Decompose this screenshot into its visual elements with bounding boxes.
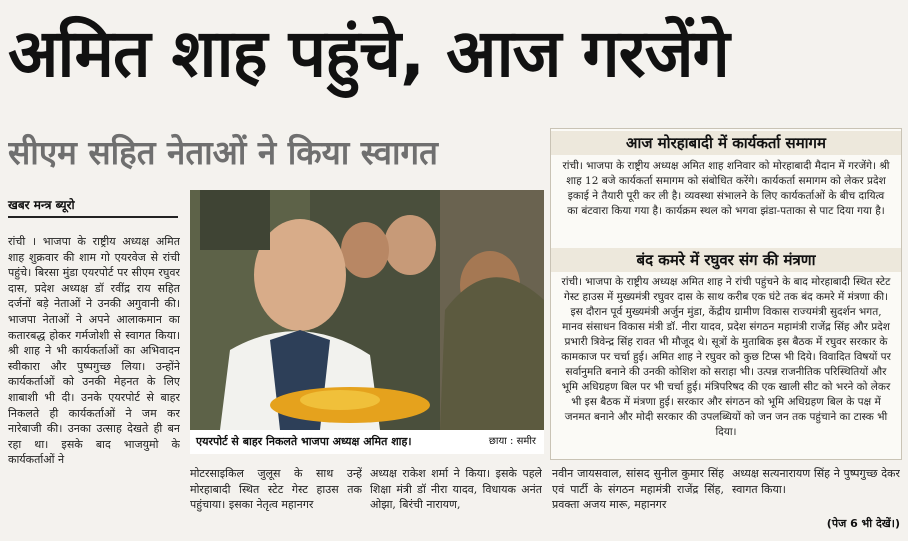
continuation-note: (पेज 6 भी देखें।) [826,517,900,530]
story-column-5: अध्यक्ष सत्यनारायण सिंह ने पुष्पगुच्छ देकर स्वागत किया। [732,467,900,496]
news-photo [190,190,544,430]
photo-credit: छाया : समीर [488,436,536,447]
headline: अमित शाह पहुंचे, आज गरजेंगे [8,15,729,92]
photo-illustration [190,190,544,430]
caption-text: एयरपोर्ट से बाहर निकलते भाजपा अध्यक्ष अमित शाह। [196,435,412,448]
sidebar-box2-title: बंद कमरे में रघुवर संग की मंत्रणा [551,248,901,272]
sidebar-box2-text: रांची। भाजपा के राष्ट्रीय अध्यक्ष अमित शाह ने रांची पहुंचने के बाद मोरहाबादी स्थित स्टेट गेस्ट हाउस में मुख्यमंत्री रघुवर दास के साथ करीब एक घंटे तक बंद कमरे में मंत्रणा की। इस दौरान पूर्व मुख्यमंत्री अर्जुन मुंडा, केंद्रीय ग्रामीण विकास राज्यमंत्री सुदर्शन भगत, मानव संसाधन विकास मंत्री डॉ. नीरा यादव, प्रदेश संगठन महामंत्री राजेंद्र सिंह और प्रदेश प्रभारी त्रिवेन्द्र सिंह रावत भी मौजूद थे। सूत्रों के मुताबिक इस बैठक में रघुवर सरकार के कामकाज पर चर्चा हुई। अमित शाह ने रघुवर को कुछ टिप्स भी दिये। विवादित विषयों पर सर्वानुमति बनाने की उनकी कोशिश को सराहा भी। उत्पन्न राजनीतिक परिस्थितियों और भूमि अधिग्रहण बिल पर भी चर्चा हुई। मंत्रिपरिषद की एक खाली सीट को भरने को लेकर भी इस बैठक में मंत्रणा हुई। सरकार और संगठन को भूमि अधिग्रहण बिल के पक्ष में जनमत बनाने और मोदी सरकार की उपलब्धियों को जन जन तक पहुंचाने का टास्क भी दिया। [561,276,891,438]
sidebar-box1-title: आज मोरहाबादी में कार्यकर्ता समागम [551,131,901,155]
byline-divider [8,216,178,218]
story-column-3: अध्यक्ष राकेश शर्मा ने किया। इसके पहले शिक्षा मंत्री डॉ नीरा यादव, विधायक अनंत ओझा, बिरंची नारायण, [370,467,542,512]
story-column-1: रांची । भाजपा के राष्ट्रीय अध्यक्ष अमित शाह शुक्रवार की शाम गो एयरवेज से रांची पहुंचे। बिरसा मुंडा एयरपोर्ट पर सीएम रघुवर दास, प्रदेश अध्यक्ष डॉ रवींद्र राय सहित दर्जनों बड़े नेताओं ने उनकी अगुवानी की। भाजपा नेताओं ने अपने आलाकमान का कतारबद्ध होकर गर्मजोशी से स्वागत किया। श्री शाह ने भी कार्यकर्ताओं का अभिवादन स्वीकारा और पुष्पगुच्छ लिया। उन्होंने कार्यकर्ताओं को उनकी मेहनत के लिए शाबाशी भी दी। उनके एयरपोर्ट से बाहर निकलते ही कार्यकर्ताओं ने जम कर नारेबाजी की। उनका उत्साह देखते ही बन रहा था। इसके बाद भाजयुमो के कार्यकर्ताओं ने [8,235,180,467]
story-column-2: मोटरसाइकिल जुलूस के साथ उन्हें मोरहाबादी स्थित स्टेट गेस्ट हाउस तक पहुंचाया। इसका नेतृत्व महानगर [190,467,362,512]
byline: खबर मन्त्र ब्यूरो [8,198,75,212]
sidebar-box [550,128,902,460]
subheadline: सीएम सहित नेताओं ने किया स्वागत [8,133,438,172]
sidebar-box1-text: रांची। भाजपा के राष्ट्रीय अध्यक्ष अमित शाह शनिवार को मोरहाबादी मैदान में गरजेंगे। श्री शाह 12 बजे कार्यकर्ता समागम को संबोधित करेंगे। कार्यकर्ता समागम को लेकर प्रदेश इकाई ने तैयारी पूरी कर ली है। व्यवस्था संभालने के लिए कार्यकर्ताओं के बीच दायित्व का बंटवारा किया गया है। कार्यक्रम स्थल को भगवा झंडा-पताका से पाट दिया गया है। [562,160,890,217]
photo-caption [190,430,544,454]
story-column-4: नवीन जायसवाल, सांसद सुनील कुमार सिंह एवं पार्टी के संगठन महामंत्री राजेंद्र सिंह, प्रवक्ता अजय मारू, महानगर [552,467,724,512]
